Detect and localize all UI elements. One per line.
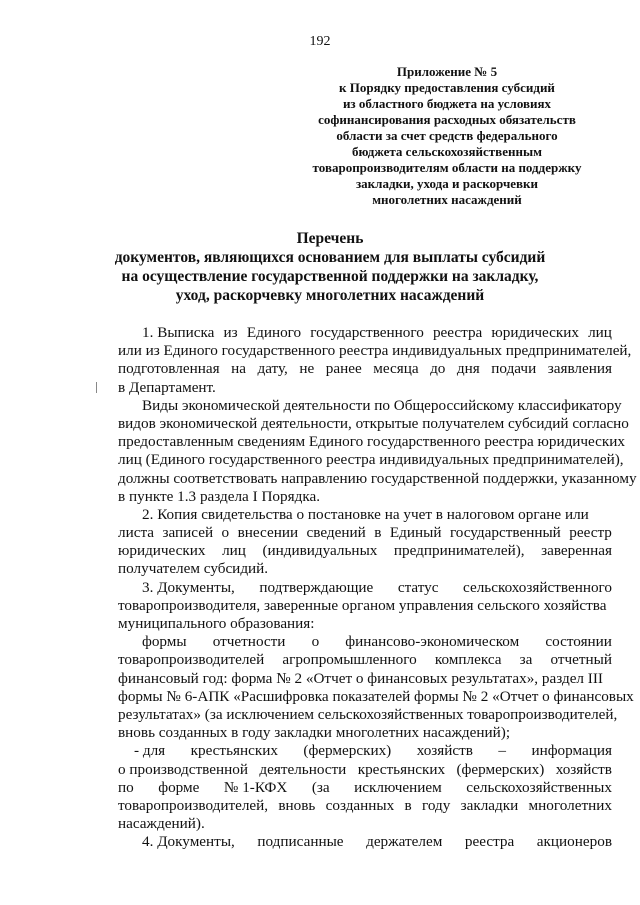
body-word: листа	[118, 524, 155, 542]
body-line	[118, 506, 612, 524]
body-word: в пункте 1.3 раздела I Порядка.	[118, 487, 321, 505]
appendix-header	[282, 64, 612, 208]
body-word: лиц	[222, 542, 246, 560]
body-word: до	[430, 360, 446, 378]
body-word: насаждений).	[118, 815, 205, 833]
body-word: или из Единого государственного реестра индивидуальных предпринимателей,	[118, 342, 632, 360]
body-word: информация	[531, 742, 612, 760]
body-line	[118, 742, 612, 760]
appendix-line: закладки, ухода и раскорчевки	[355, 176, 539, 191]
body-word: заявления	[547, 360, 612, 378]
body-word: сведений	[306, 524, 366, 542]
body-word: государственный	[449, 524, 561, 542]
body-word: в	[404, 796, 412, 814]
appendix-line: бюджета сельскохозяйственным	[352, 144, 542, 159]
appendix-line: области за счет средств федерального	[336, 128, 558, 143]
body-word: сельскохозяйственного	[463, 578, 612, 596]
body-word: сельскохозяйственных	[466, 778, 612, 796]
body-word: вновь созданных в году закладки многолетних насаждений);	[118, 724, 511, 742]
body-word: предоставленным сведениям Единого государственного реестра юридических	[118, 433, 626, 451]
body-word: предпринимателей),	[393, 542, 525, 560]
body-word: формы № 6-АПК «Расшифровка показателей формы № 2 «Отчет о финансовых	[118, 687, 634, 705]
body-word: финансовый год: форма № 2 «Отчет о финансовых результатах», раздел III	[118, 669, 603, 687]
body-line	[118, 579, 612, 597]
body-word: о производственной	[118, 760, 248, 778]
body-word: в	[374, 524, 382, 542]
appendix-line: товаропроизводителям области на поддержку	[312, 160, 582, 175]
body-line	[118, 615, 612, 633]
body-word: видов экономической деятельности, открытые получателем субсидий согласно	[118, 414, 629, 432]
title-heading: Перечень	[296, 230, 364, 247]
body-line	[118, 488, 612, 506]
appendix-line: многолетних насаждений	[372, 192, 522, 207]
body-word: созданных	[325, 796, 395, 814]
body-word: дату,	[257, 360, 288, 378]
body-line	[118, 469, 637, 488]
body-word: году	[421, 796, 451, 814]
body-word: заверенная	[541, 542, 612, 560]
body-word: исключением	[354, 778, 442, 796]
margin-mark	[96, 382, 97, 393]
body-word: внесении	[237, 524, 299, 542]
body-line	[118, 705, 618, 724]
body-word: хозяйств	[555, 760, 612, 778]
body-word: ранее	[325, 360, 362, 378]
body-word: дня	[456, 360, 480, 378]
title-line: на осуществление государственной поддержки на закладку,	[121, 268, 539, 285]
appendix-line: Приложение № 5	[396, 64, 498, 79]
body-word: в Департамент.	[118, 378, 216, 396]
body-word: вновь	[278, 796, 316, 814]
body-word: о	[221, 524, 230, 542]
body-word: агропромышленного	[282, 651, 417, 669]
body-word: 3. Документы,	[142, 578, 235, 596]
body-word: (фермерских)	[456, 760, 545, 778]
body-line	[118, 342, 632, 360]
body-line	[118, 360, 612, 378]
body-line	[118, 379, 612, 397]
body-word: на	[231, 360, 246, 378]
body-word: записей	[162, 524, 214, 542]
body-word: товаропроизводителей,	[118, 796, 269, 814]
body-word: юридических	[491, 324, 579, 341]
body-word: лиц	[588, 324, 612, 341]
body-line	[118, 597, 612, 615]
body-word: крестьянских	[357, 760, 446, 778]
body-line	[118, 524, 612, 542]
body-word: реестра	[464, 833, 515, 851]
body-word: финансово-экономическом	[345, 633, 520, 651]
document-body	[118, 324, 637, 851]
body-line	[118, 797, 612, 815]
body-word: Единого	[246, 324, 302, 341]
title-line: документов, являющихся основанием для выплаты субсидий	[114, 249, 546, 266]
body-word: должны соответствовать направлению государственной поддержки, указанному	[118, 469, 637, 487]
body-word: товаропроизводителя, заверенные органом управления сельского хозяйства	[118, 596, 607, 614]
body-word: статус	[397, 578, 439, 596]
body-word: подготовленная	[118, 360, 220, 378]
body-line	[118, 815, 612, 833]
body-word: 4. Документы,	[142, 833, 235, 851]
body-word: отчетный	[550, 651, 612, 669]
body-word: о	[311, 633, 320, 651]
body-word: –	[498, 742, 506, 760]
body-word: (фермерских)	[303, 742, 392, 760]
body-line	[118, 324, 612, 342]
body-word: не	[299, 360, 315, 378]
body-word: (за	[311, 778, 330, 796]
body-word: закладки	[460, 796, 519, 814]
body-word: акционеров	[536, 833, 612, 851]
body-word: государственного	[310, 324, 424, 341]
body-word: крестьянских	[190, 742, 278, 760]
body-word: 2. Копия свидетельства о постановке на учет в налоговом органе или	[142, 505, 589, 523]
body-word: товаропроизводителей	[118, 651, 265, 669]
page-number: 192	[309, 34, 331, 49]
body-line	[118, 724, 612, 742]
body-word: подачи	[491, 360, 537, 378]
body-word: хозяйств	[416, 742, 473, 760]
body-word: держателем	[366, 833, 443, 851]
body-word: деятельности	[259, 760, 347, 778]
body-word: по	[118, 778, 134, 796]
body-line	[118, 560, 612, 578]
body-word: - для	[134, 742, 166, 760]
body-word: комплекса	[434, 651, 502, 669]
body-word: результатах» (за исключением сельскохозяйственных товаропроизводителей,	[118, 705, 618, 723]
body-word: отчетности	[212, 633, 286, 651]
body-word: юридических	[118, 542, 206, 560]
body-line	[118, 542, 612, 560]
body-word: лиц (Единого государственного реестра индивидуальных предпринимателей),	[118, 451, 624, 469]
body-word: месяца	[373, 360, 419, 378]
body-line	[118, 451, 624, 469]
appendix-line: софинансирования расходных обязательств	[318, 112, 576, 127]
appendix-line: из областного бюджета на условиях	[342, 96, 552, 111]
body-word: № 1-КФХ	[223, 778, 288, 796]
body-word: (индивидуальных	[262, 542, 378, 560]
body-word: подписанные	[257, 833, 344, 851]
body-line	[118, 687, 634, 706]
body-line	[118, 651, 612, 669]
body-word: муниципального образования:	[118, 615, 315, 632]
body-word: формы	[142, 633, 187, 651]
body-word: за	[519, 651, 533, 669]
body-line	[118, 433, 626, 451]
body-word: реестр	[569, 524, 612, 542]
body-line	[118, 670, 612, 688]
body-word: получателем субсидий.	[118, 560, 269, 578]
body-word: подтверждающие	[259, 578, 374, 596]
body-word: из	[223, 324, 238, 341]
body-word: Виды экономической деятельности по Общероссийскому классификатору	[142, 396, 622, 414]
body-line	[118, 633, 612, 651]
body-line	[118, 761, 612, 779]
appendix-line: к Порядку предоставления субсидий	[339, 80, 555, 95]
body-word: форме	[158, 778, 200, 796]
body-word: Единый	[389, 524, 442, 542]
body-line	[118, 414, 629, 433]
title-line: уход, раскорчевку многолетних насаждений	[175, 287, 485, 304]
body-word: состоянии	[545, 633, 612, 651]
body-line	[118, 779, 612, 797]
body-line	[118, 833, 612, 851]
body-word: многолетних	[528, 796, 612, 814]
body-word: реестра	[432, 324, 483, 341]
document-title	[60, 229, 600, 305]
body-word: 1. Выписка	[142, 324, 215, 341]
body-line	[118, 396, 622, 415]
